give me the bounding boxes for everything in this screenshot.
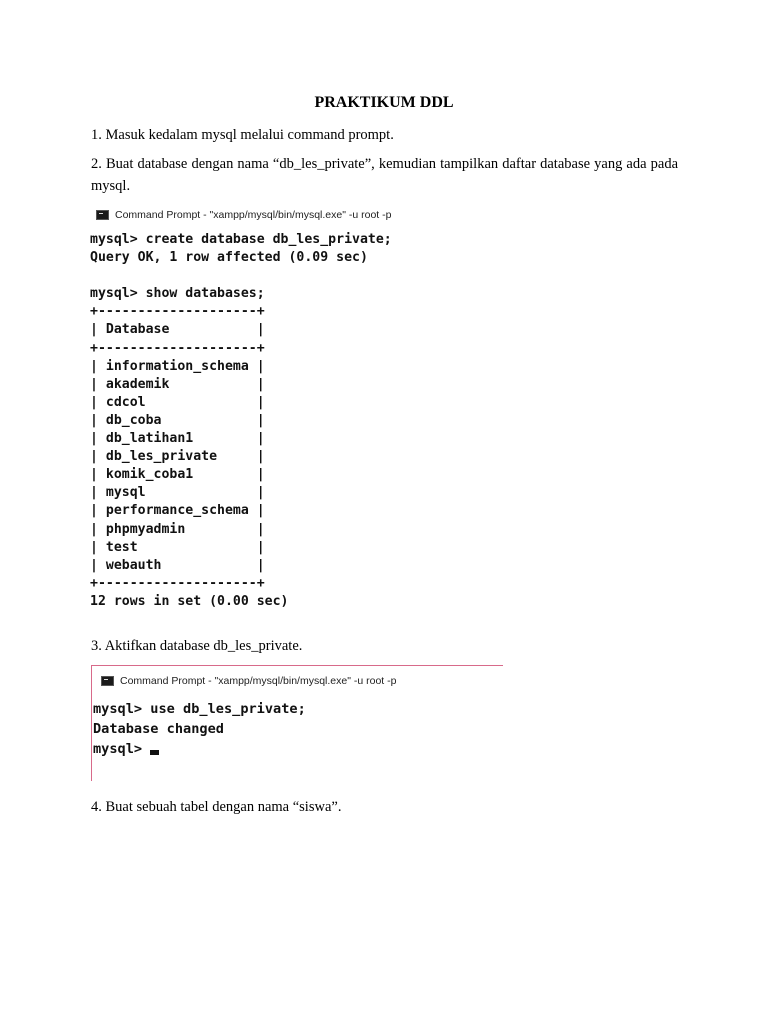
terminal-line: | information_schema | xyxy=(90,358,265,374)
terminal-line: +--------------------+ xyxy=(90,340,265,356)
cmd-window-title-text-2: Command Prompt - "xampp/mysql/bin/mysql.exe" -u root -p xyxy=(120,675,397,687)
terminal-line: | phpmyadmin | xyxy=(90,521,265,537)
terminal-line: | mysql | xyxy=(90,485,265,501)
page-title: PRAKTIKUM DDL xyxy=(314,94,454,111)
terminal-line: | db_les_private | xyxy=(90,449,265,465)
terminal-line: | performance_schema | xyxy=(90,503,265,519)
terminal-line: mysql> show databases; xyxy=(90,286,265,302)
step-2-text: 2. Buat database dengan nama “db_les_private”, kemudian tampilkan daftar database yang ada pada mysql. xyxy=(91,156,678,194)
terminal-line: mysql> create database db_les_private; xyxy=(90,232,392,247)
terminal-prompt: mysql> xyxy=(93,741,151,757)
command-prompt-icon xyxy=(101,676,114,686)
terminal-line: mysql> use db_les_private; xyxy=(93,701,306,717)
cmd-window-title-1 xyxy=(96,209,391,221)
terminal-line: Query OK, 1 row affected (0.09 sec) xyxy=(90,250,368,266)
terminal-line: | cdcol | xyxy=(90,394,265,410)
terminal-line: | db_latihan1 | xyxy=(90,431,265,447)
terminal-line: | akademik | xyxy=(90,376,265,392)
terminal-line: +--------------------+ xyxy=(90,304,265,320)
text-cursor xyxy=(150,750,159,755)
terminal-output-1 xyxy=(90,231,392,611)
cmd-window-title-2 xyxy=(101,675,396,687)
terminal-line: | test | xyxy=(90,539,265,555)
terminal-line: +--------------------+ xyxy=(90,575,265,591)
terminal-line: | komik_coba1 | xyxy=(90,467,265,483)
step-1-text: 1. Masuk kedalam mysql melalui command prompt. xyxy=(91,127,394,143)
terminal-line: Database changed xyxy=(93,721,224,737)
terminal-output-2 xyxy=(93,699,306,759)
terminal-line: | db_coba | xyxy=(90,412,265,428)
step-4-text: 4. Buat sebuah tabel dengan nama “siswa”. xyxy=(91,799,342,815)
terminal-line: 12 rows in set (0.00 sec) xyxy=(90,593,289,609)
command-prompt-icon xyxy=(96,210,109,220)
cmd-window-title-text-1: Command Prompt - "xampp/mysql/bin/mysql.exe" -u root -p xyxy=(115,209,392,221)
terminal-line: | Database | xyxy=(90,322,265,338)
terminal-line: | webauth | xyxy=(90,557,265,573)
step-3-text: 3. Aktifkan database db_les_private. xyxy=(91,638,303,654)
